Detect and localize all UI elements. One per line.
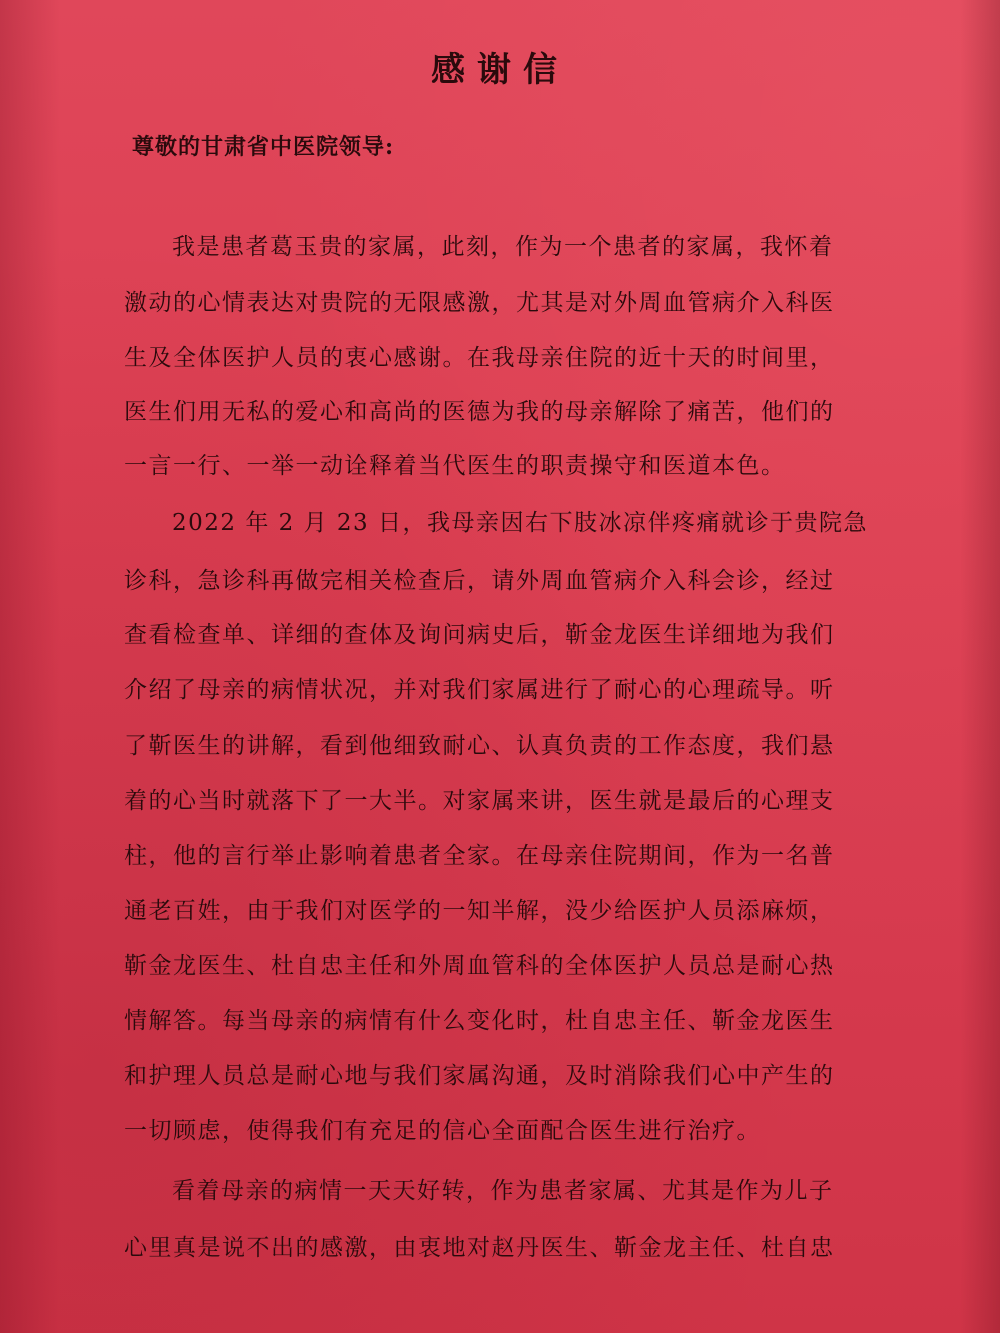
- body-line: 靳金龙医生、杜自忠主任和外周血管科的全体医护人员总是耐心热: [124, 953, 835, 979]
- body-line: 查看检查单、详细的查体及询问病史后，靳金龙医生详细地为我们: [124, 622, 835, 648]
- body-line: 柱，他的言行举止影响着患者全家。在母亲住院期间，作为一名普: [124, 843, 835, 869]
- body-line: 介绍了母亲的病情状况，并对我们家属进行了耐心的心理疏导。听: [124, 677, 835, 703]
- body-line: 诊科，急诊科再做完相关检查后，请外周血管病介入科会诊，经过: [124, 568, 835, 594]
- body-line: 和护理人员总是耐心地与我们家属沟通，及时消除我们心中产生的: [124, 1063, 835, 1089]
- body-line: 心里真是说不出的感激，由衷地对赵丹医生、靳金龙主任、杜自忠: [124, 1235, 835, 1261]
- body-line: 了靳医生的讲解，看到他细致耐心、认真负责的工作态度，我们悬: [124, 733, 835, 759]
- body-line: 医生们用无私的爱心和高尚的医德为我的母亲解除了痛苦，他们的: [124, 399, 835, 425]
- body-line: 情解答。每当母亲的病情有什么变化时，杜自忠主任、靳金龙医生: [124, 1008, 835, 1034]
- body-line: 一切顾虑，使得我们有充足的信心全面配合医生进行治疗。: [124, 1118, 761, 1144]
- body-line: 着的心当时就落下了一大半。对家属来讲，医生就是最后的心理支: [124, 788, 835, 814]
- body-line: 我是患者葛玉贵的家属，此刻，作为一个患者的家属，我怀着: [172, 234, 834, 260]
- body-line: 一言一行、一举一动诠释着当代医生的职责操守和医道本色。: [124, 453, 786, 479]
- body-line: 看着母亲的病情一天天好转，作为患者家属、尤其是作为儿子: [172, 1178, 834, 1204]
- letter-salutation: 尊敬的甘肃省中医院领导:: [132, 134, 395, 160]
- body-line: 激动的心情表达对贵院的无限感激，尤其是对外周血管病介入科医: [124, 290, 835, 316]
- letter-title: 感谢信: [431, 50, 569, 90]
- body-line: 2022 年 2 月 23 日，我母亲因右下肢冰凉伴疼痛就诊于贵院急: [172, 510, 868, 536]
- body-line: 通老百姓，由于我们对医学的一知半解，没少给医护人员添麻烦，: [124, 898, 835, 924]
- body-line: 生及全体医护人员的衷心感谢。在我母亲住院的近十天的时间里，: [124, 345, 835, 371]
